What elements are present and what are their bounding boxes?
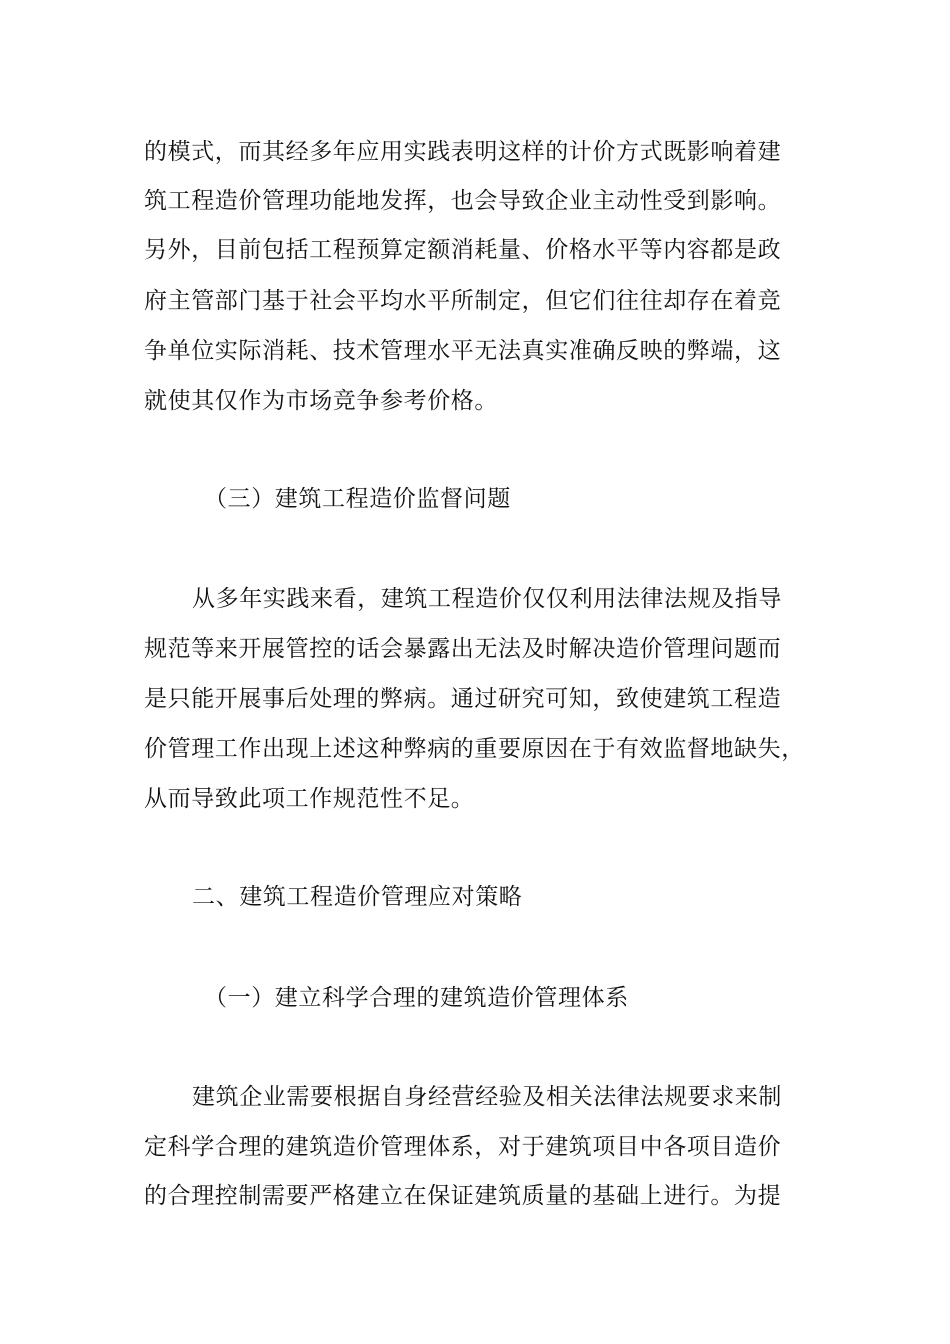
subsection-heading-3: （三）建筑工程造价监督问题	[204, 486, 511, 512]
paragraph-1-line-6: 就使其仅作为市场竞争参考价格。	[144, 388, 498, 414]
paragraph-2-line-3: 是只能开展事后处理的弊病。通过研究可知，致使建筑工程造	[144, 686, 782, 712]
paragraph-3-line-2: 定科学合理的建筑造价管理体系，对于建筑项目中各项目造价	[144, 1134, 782, 1160]
section-heading-2: 二、建筑工程造价管理应对策略	[192, 884, 523, 910]
paragraph-3-line-1: 建筑企业需要根据自身经营经验及相关法律法规要求来制	[192, 1084, 782, 1110]
paragraph-2-line-4: 价管理工作出现上述这种弊病的重要原因在于有效监督地缺失，	[144, 736, 805, 762]
paragraph-2-line-1: 从多年实践来看，建筑工程造价仅仅利用法律法规及指导	[192, 586, 782, 612]
paragraph-1-line-4: 府主管部门基于社会平均水平所制定，但它们往往却存在着竞	[144, 288, 782, 314]
subsection-heading-1: （一）建立科学合理的建筑造价管理体系	[204, 985, 629, 1011]
paragraph-1-line-5: 争单位实际消耗、技术管理水平无法真实准确反映的弊端，这	[144, 338, 782, 364]
paragraph-2-line-5: 从而导致此项工作规范性不足。	[144, 786, 475, 812]
paragraph-3-line-3: 的合理控制需要严格建立在保证建筑质量的基础上进行。为提	[144, 1183, 782, 1209]
paragraph-2-line-2: 规范等来开展管控的话会暴露出无法及时解决造价管理问题而	[144, 636, 782, 662]
paragraph-1-line-3: 另外，目前包括工程预算定额消耗量、价格水平等内容都是政	[144, 237, 782, 263]
paragraph-1-line-1: 的模式，而其经多年应用实践表明这样的计价方式既影响着建	[144, 139, 782, 165]
paragraph-1-line-2: 筑工程造价管理功能地发挥，也会导致企业主动性受到影响。	[144, 188, 782, 214]
